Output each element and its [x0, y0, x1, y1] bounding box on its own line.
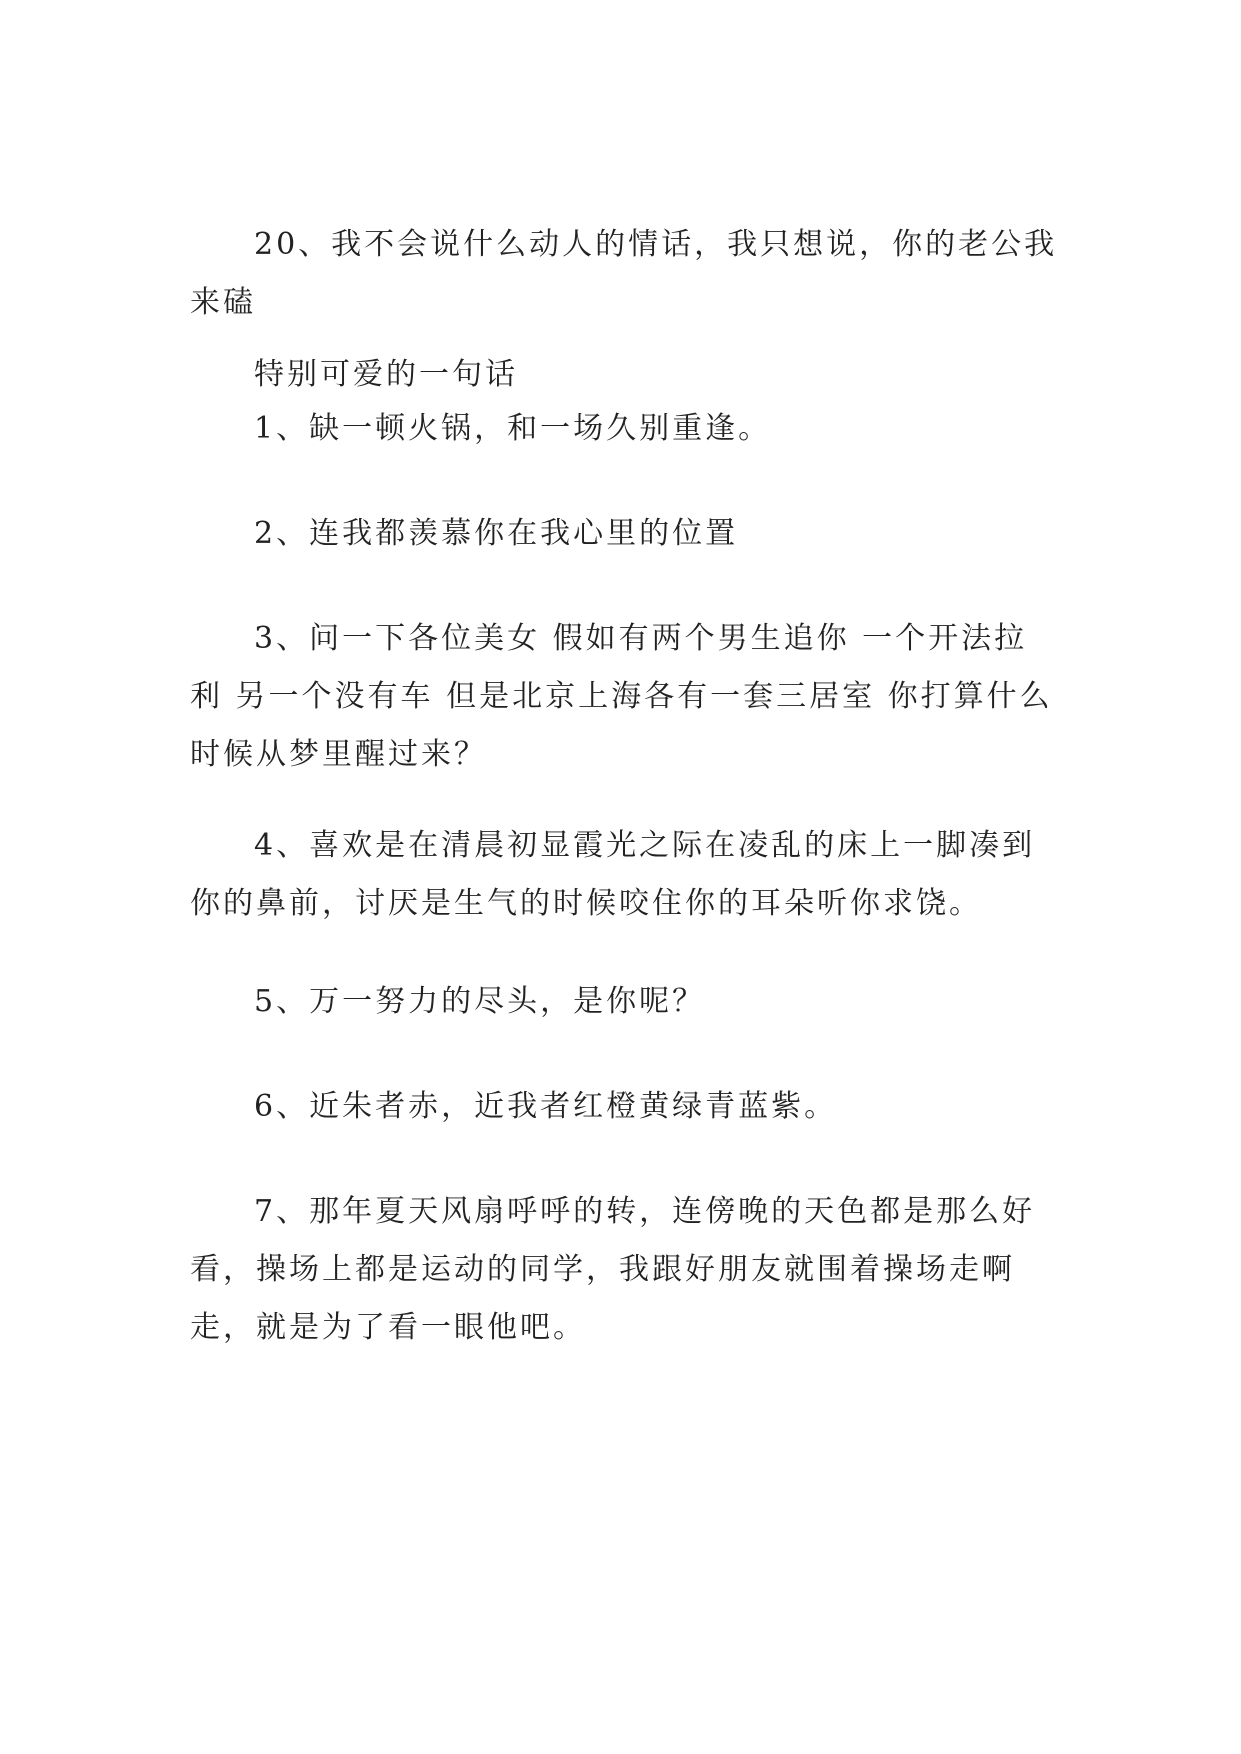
paragraph-item-5: 5、万一努力的尽头，是你呢？	[254, 984, 706, 1019]
paragraph-item-6: 6、近朱者赤，近我者红橙黄绿青蓝紫。	[254, 1089, 838, 1124]
section-title: 特别可爱的一句话	[254, 357, 518, 392]
paragraph-item-7: 7、那年夏天风扇呼呼的转，连傍晚的天色都是那么好看，操场上都是运动的同学，我跟好朋友就围着操场走啊走，就是为了看一眼他吧。	[190, 1194, 1036, 1345]
paragraph-item-3: 3、问一下各位美女 假如有两个男生追你 一个开法拉利 另一个没有车 但是北京上海各有一套三居室 你打算什么时候从梦里醒过来？	[190, 621, 1053, 772]
paragraph-item-20: 20、我不会说什么动人的情话，我只想说，你的老公我来磕	[190, 227, 1058, 320]
paragraph-item-1: 1、缺一顿火锅，和一场久别重逢。	[254, 411, 772, 446]
paragraph-item-2: 2、连我都羡慕你在我心里的位置	[254, 516, 739, 551]
paragraph-item-4: 4、喜欢是在清晨初显霞光之际在凌乱的床上一脚凑到你的鼻前，讨厌是生气的时候咬住你的耳朵听你求饶。	[190, 828, 1036, 921]
